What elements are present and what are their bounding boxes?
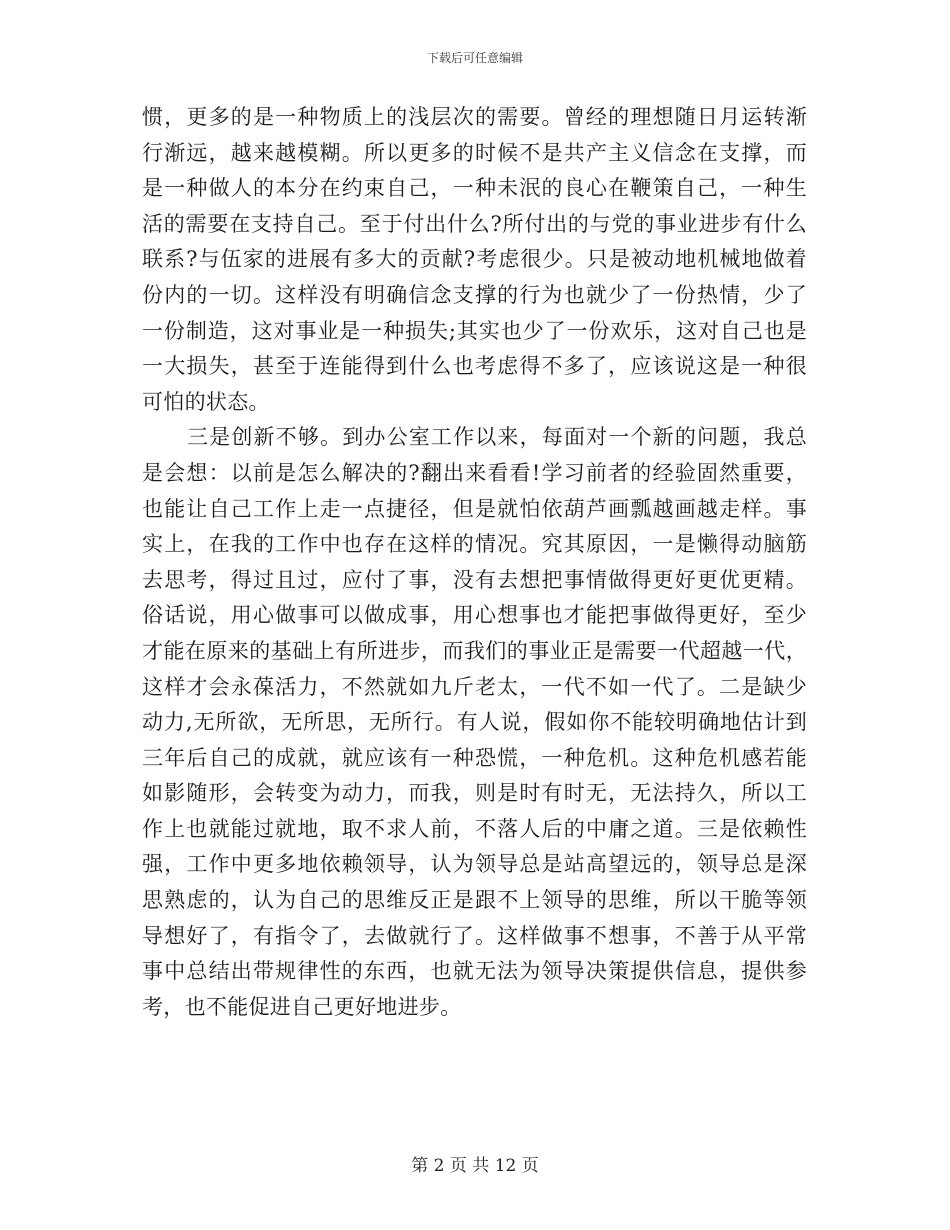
- text-line: 考，也不能促进自己更好地进步。: [142, 994, 462, 1019]
- page-footer: [0, 1155, 950, 1177]
- text-line: 是会想：以前是怎么解决的?翻出来看看!学习前者的经验固然重要，: [142, 460, 807, 485]
- text-line: 三年后自己的成就，就应该有一种恐慌，一种危机。这种危机感若能: [142, 745, 807, 770]
- text-line: 三是创新不够。到办公室工作以来，每面对一个新的问题，我总: [187, 425, 807, 450]
- text-line: 也能让自己工作上走一点捷径，但是就怕依葫芦画瓢越画越走样。事: [142, 496, 807, 521]
- text-line: 可怕的状态。: [142, 389, 270, 414]
- text-line: 惯，更多的是一种物质上的浅层次的需要。曾经的理想随日月运转渐: [142, 105, 807, 129]
- text-line: 活的需要在支持自己。至于付出什么?所付出的与党的事业进步有什么: [142, 211, 807, 236]
- text-line: 一份制造，这对事业是一种损失;其实也少了一份欢乐，这对自己也是: [142, 318, 807, 343]
- paragraph-2: [142, 420, 807, 1025]
- text-line: 行渐远，越来越模糊。所以更多的时候不是共产主义信念在支撑，而: [142, 140, 807, 165]
- document-body: [142, 100, 807, 1025]
- paragraph-1: [142, 100, 807, 420]
- text-line: 作上也就能过就地，取不求人前，不落人后的中庸之道。三是依赖性: [142, 816, 807, 841]
- header-note: 下载后可任意编辑: [426, 51, 523, 65]
- text-line: 如影随形，会转变为动力，而我，则是时有时无，无法持久，所以工: [142, 781, 807, 806]
- text-line: 思熟虑的，认为自己的思维反正是跟不上领导的思维，所以干脆等领: [142, 888, 807, 913]
- text-line: 强，工作中更多地依赖领导，认为领导总是站高望远的，领导总是深: [142, 852, 807, 877]
- text-line: 联系?与伍家的进展有多大的贡献?考虑很少。只是被动地机械地做着: [142, 247, 807, 272]
- text-line: 份内的一切。这样没有明确信念支撑的行为也就少了一份热情，少了: [142, 282, 807, 307]
- page-number: 第 2 页 共 12 页: [411, 1156, 539, 1176]
- text-line: 事中总结出带规律性的东西，也就无法为领导决策提供信息，提供参: [142, 959, 807, 984]
- text-line: 导想好了，有指令了，去做就行了。这样做事不想事，不善于从平常: [142, 923, 807, 948]
- page-header: [0, 50, 950, 66]
- text-line: 这样才会永葆活力，不然就如九斤老太，一代不如一代了。二是缺少: [142, 674, 807, 699]
- text-line: 一大损失，甚至于连能得到什么也考虑得不多了，应该说这是一种很: [142, 354, 807, 379]
- text-line: 实上，在我的工作中也存在这样的情况。究其原因，一是懒得动脑筋: [142, 532, 807, 557]
- text-line: 俗话说，用心做事可以做成事，用心想事也才能把事做得更好，至少: [142, 603, 807, 628]
- text-line: 是一种做人的本分在约束自己，一种未泯的良心在鞭策自己，一种生: [142, 176, 807, 201]
- text-line: 才能在原来的基础上有所进步，而我们的事业正是需要一代超越一代，: [142, 638, 807, 663]
- text-line: 去思考，得过且过，应付了事，没有去想把事情做得更好更优更精。: [142, 567, 807, 592]
- text-line: 动力,无所欲，无所思，无所行。有人说，假如你不能较明确地估计到: [142, 710, 807, 735]
